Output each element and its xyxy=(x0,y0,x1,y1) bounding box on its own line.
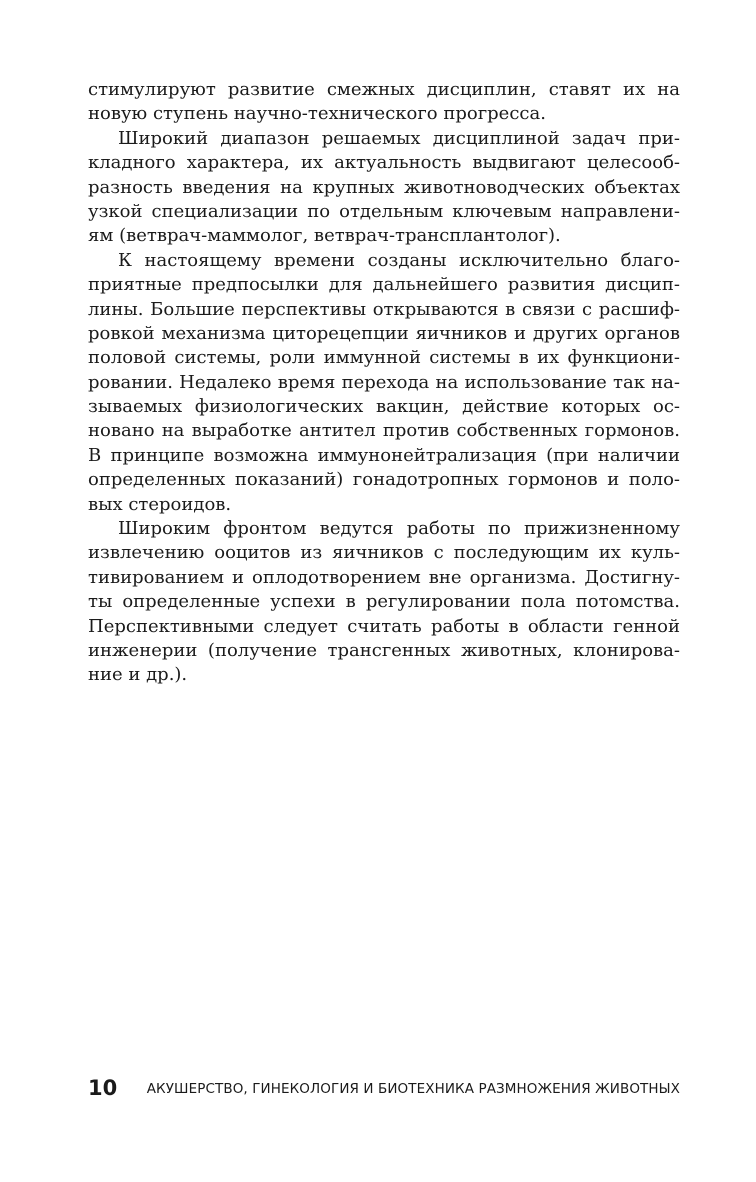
text-line: кладного характера, их актуальность выдвигают целесооб- xyxy=(88,152,680,174)
text-line: Перспективными следует считать работы в области генной xyxy=(88,615,680,637)
text-line: стимулируют развитие смежных дисциплин, ставят их на xyxy=(88,79,680,100)
text-line: В принципе возможна иммунонейтрализация (при наличии xyxy=(88,444,680,466)
text-line: Широким фронтом ведутся работы по прижизненному xyxy=(118,518,680,540)
body-text xyxy=(88,78,680,688)
page-footer xyxy=(88,1076,680,1100)
text-line: лины. Большие перспективы открываются в связи с расшиф- xyxy=(88,298,680,320)
text-line: ровкой механизма циторецепции яичников и других органов xyxy=(88,322,680,344)
text-line: ты определенные успехи в регулировании пола потомства. xyxy=(88,591,680,613)
text-line: узкой специализации по отдельным ключевым направлени- xyxy=(88,200,680,222)
text-line: разность введения на крупных животноводческих объектах xyxy=(88,176,680,198)
text-line: инженерии (получение трансгенных животных, клонирова- xyxy=(88,639,680,661)
text-line: ние и др.). xyxy=(88,664,188,686)
page-number: 10 xyxy=(88,1076,118,1100)
text-line: ям (ветврач-маммолог, ветврач-трансплантолог). xyxy=(88,225,561,247)
text-line: новано на выработке антител против собственных гормонов. xyxy=(88,420,680,442)
text-line: ровании. Недалеко время перехода на использование так на- xyxy=(88,371,680,393)
text-line: приятные предпосылки для дальнейшего развития дисцип- xyxy=(88,274,680,296)
text-line: вых стероидов. xyxy=(88,493,232,515)
text-line: К настоящему времени созданы исключительно благо- xyxy=(118,249,680,271)
text-line: Широкий диапазон решаемых дисциплиной задач при- xyxy=(118,127,680,149)
text-line: определенных показаний) гонадотропных гормонов и поло- xyxy=(88,469,680,491)
text-line: тивированием и оплодотворением вне организма. Достигну- xyxy=(88,566,680,588)
text-line: извлечению ооцитов из яичников с последующим их куль- xyxy=(88,542,680,564)
text-line: половой системы, роли иммунной системы в их функциони- xyxy=(88,347,680,369)
text-line: новую ступень научно-технического прогресса. xyxy=(88,103,546,125)
running-title: АКУШЕРСТВО, ГИНЕКОЛОГИЯ И БИОТЕХНИКА РАЗМНОЖЕНИЯ ЖИВОТНЫХ xyxy=(146,1081,680,1097)
text-line: зываемых физиологических вакцин, действие которых ос- xyxy=(88,396,680,418)
